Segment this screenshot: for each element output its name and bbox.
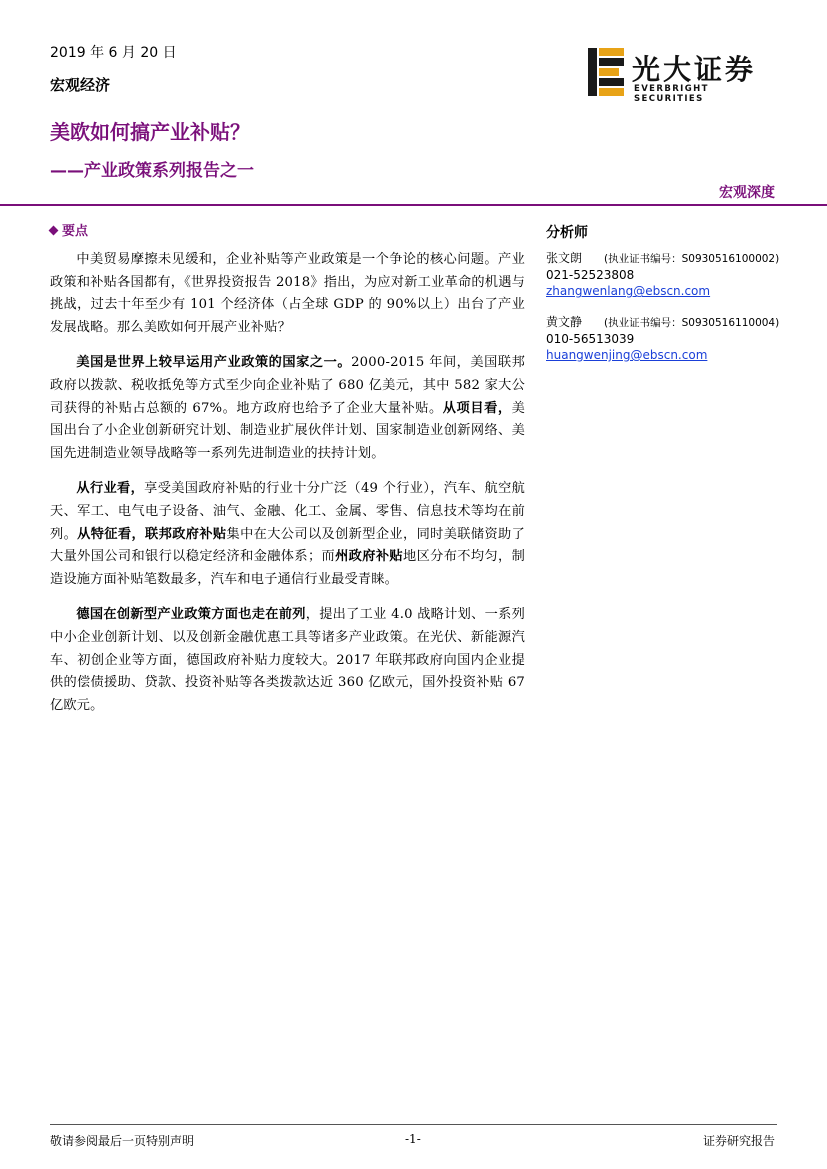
- paragraph-us-industries: [50, 478, 525, 591]
- analyst-email-link[interactable]: zhangwenlang@ebscn.com: [546, 284, 711, 299]
- keypoints-label: 要点: [62, 224, 89, 239]
- analyst-phone: 010-56513039: [546, 331, 635, 346]
- main-content: [50, 220, 525, 730]
- page-title: 美欧如何搞产业补贴？: [50, 120, 250, 144]
- us-projects-text: 美国出台了小企业创新研究计划、制造业扩展伙伴计划、国家制造业创新网络、美国先进制造业领导战略等一系列先进制造业的扶持计划。: [50, 400, 525, 461]
- us-features-lead: 从特征看，联邦政府补贴: [77, 526, 227, 542]
- company-logo: [588, 46, 778, 104]
- footer-doc-type: 证券研究报告: [702, 1134, 775, 1148]
- germany-text: ，提出了工业 4.0 战略计划、一系列中小企业创新计划、以及创新金融优惠工具等诸多产业政策。在光伏、新能源汽车、初创企业等方面，德国政府补贴力度较大。2017 年联邦政府向国内企业提供的偿债援助、贷款、投资补贴等各类拨款达近 360 亿欧元，国外投资补贴 67 亿欧元。: [50, 607, 525, 713]
- analyst-license: (执业证书编号：S0930516100002): [604, 253, 780, 265]
- analyst-card: [546, 250, 786, 300]
- report-type-label: 宏观深度: [719, 185, 775, 201]
- state-subsidy-text: 地区分布不均匀，制造设施方面补贴笔数最多，汽车和电子通信行业最受青睐。: [50, 549, 525, 587]
- us-overview-lead: 美国是世界上较早运用产业政策的国家之一。: [76, 355, 352, 371]
- us-projects-lead: 从项目看，: [442, 400, 512, 416]
- footer-disclaimer: 敬请参阅最后一页特别声明: [50, 1134, 195, 1148]
- state-subsidy-lead: 州政府补贴: [335, 549, 403, 565]
- logo-name-en: EVERBRIGHT SECURITIES: [634, 84, 709, 104]
- us-overview-text: 2000-2015 年间，美国联邦政府以拨款、税收抵免等方式至少向企业补贴了 680 亿美元，其中 582 家大公司获得的补贴占总额的 67%。地方政府也给予了企业大量补贴。: [50, 355, 526, 416]
- analyst-name: 黄文静: [546, 314, 583, 329]
- analyst-name: 张文朗: [546, 251, 583, 265]
- keypoints-heading: [50, 220, 525, 239]
- us-industry-lead: 从行业看，: [76, 481, 145, 497]
- paragraph-intro: 中美贸易摩擦未见缓和，企业补贴等产业政策是一个争论的核心问题。产业政策和补贴各国都有，《世界投资报告 2018》指出，为应对新工业革命的机遇与挑战，过去十年至少有 101 个经济体（占全球 GDP 的 90%以上）出台了产业发展战略。那么美欧如何开展产业补贴？: [50, 252, 525, 335]
- germany-lead: 德国在创新型产业政策方面也走在前列: [76, 607, 306, 623]
- analyst-license: (执业证书编号：S0930516110004): [604, 316, 780, 329]
- analyst-sidebar: [546, 222, 786, 363]
- analyst-card: [546, 314, 786, 364]
- us-industry-text: 享受美国政府补贴的行业十分广泛（49 个行业），汽车、航空航天、军工、电气电子设备、油气、金融、化工、金属、零售、信息技术等均在前列。: [50, 481, 526, 542]
- us-features-text: 集中在大公司以及创新型企业，同时美联储资助了大量外国公司和银行以稳定经济和金融体系；而: [50, 526, 525, 565]
- analyst-phone: 021-52523808: [546, 268, 635, 283]
- report-date: 2019 年 6 月 20 日: [50, 45, 177, 61]
- logo-name-cn: 光大证券: [632, 53, 757, 86]
- diamond-bullet-icon: [49, 226, 59, 236]
- paragraph-us-overview: [50, 352, 525, 465]
- footer-divider: [50, 1124, 777, 1125]
- analyst-heading: 分析师: [546, 225, 588, 241]
- paragraph-germany: [50, 604, 525, 717]
- analyst-email-link[interactable]: huangwenjing@ebscn.com: [546, 348, 708, 363]
- page-number: -1-: [405, 1132, 421, 1146]
- page-subtitle: ——产业政策系列报告之一: [50, 161, 254, 181]
- header-divider: [0, 204, 827, 206]
- everbright-logo-icon: [588, 48, 624, 96]
- report-category: 宏观经济: [50, 76, 111, 94]
